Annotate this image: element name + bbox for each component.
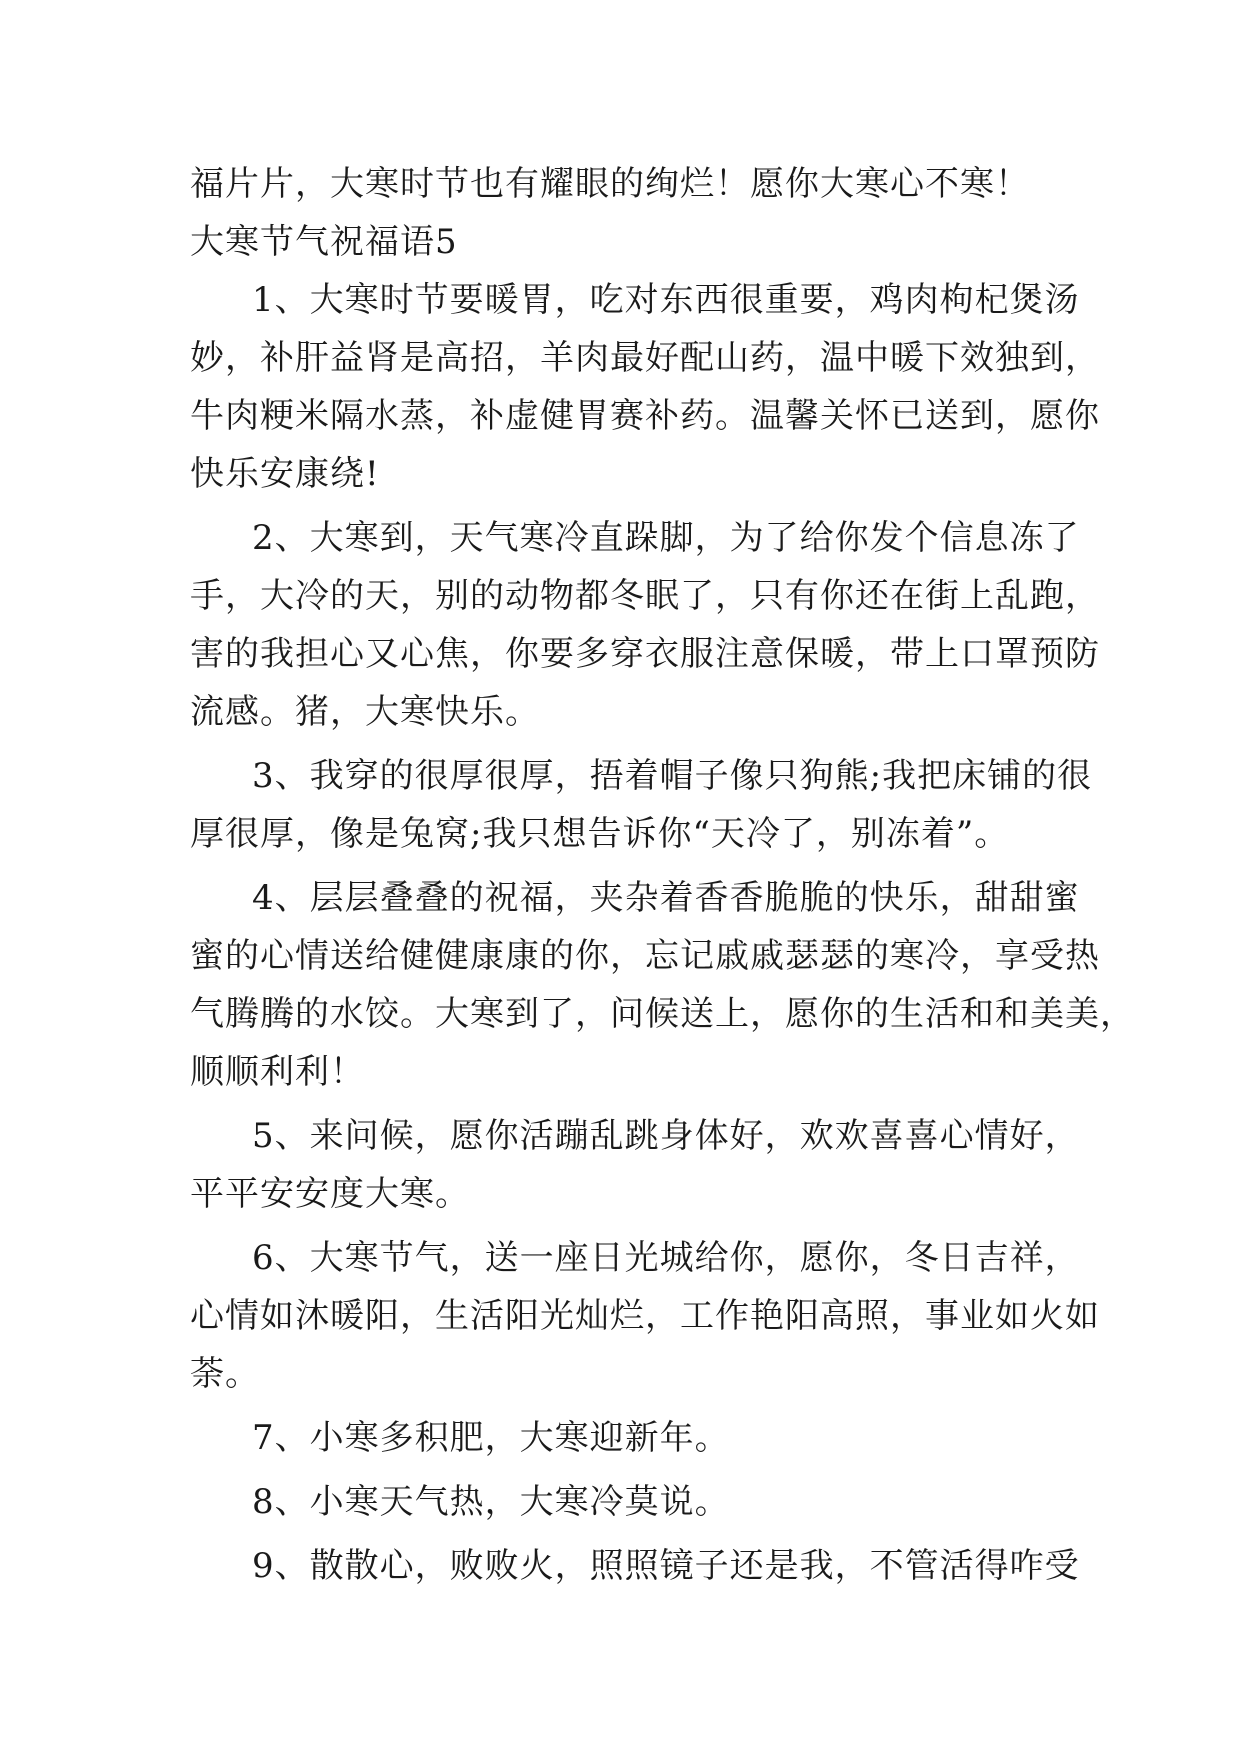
paragraph-line: 心情如沐暖阳，生活阳光灿烂，工作艳阳高照，事业如火如 — [190, 1296, 1100, 1336]
paragraph-line: 3、我穿的很厚很厚，捂着帽子像只狗熊;我把床铺的很 — [252, 756, 1093, 796]
paragraph-line: 9、散散心，败败火，照照镜子还是我，不管活得咋受 — [252, 1546, 1080, 1586]
paragraph-line: 快乐安康绕! — [190, 454, 380, 494]
paragraph-line: 2、大寒到，天气寒冷直跺脚，为了给你发个信息冻了 — [252, 518, 1080, 558]
paragraph-line: 流感。猪，大寒快乐。 — [190, 692, 540, 732]
paragraph-line: 1、大寒时节要暖胃，吃对东西很重要，鸡肉枸杞煲汤 — [252, 280, 1080, 320]
paragraph-line: 平平安安度大寒。 — [190, 1174, 470, 1214]
paragraph-line: 5、来问候，愿你活蹦乱跳身体好，欢欢喜喜心情好， — [252, 1116, 1080, 1156]
section-heading: 大寒节气祝福语5 — [190, 222, 458, 262]
paragraph-line: 4、层层叠叠的祝福，夹杂着香香脆脆的快乐，甜甜蜜 — [252, 878, 1080, 918]
paragraph-line: 牛肉粳米隔水蒸，补虚健胃赛补药。温馨关怀已送到，愿你 — [190, 396, 1100, 436]
paragraph-line: 气腾腾的水饺。大寒到了，问候送上，愿你的生活和和美美， — [190, 994, 1135, 1034]
paragraph-line: 蜜的心情送给健健康康的你，忘记戚戚瑟瑟的寒冷，享受热 — [190, 936, 1100, 976]
paragraph-line: 7、小寒多积肥，大寒迎新年。 — [252, 1418, 730, 1458]
paragraph-line: 害的我担心又心焦，你要多穿衣服注意保暖，带上口罩预防 — [190, 634, 1100, 674]
paragraph-line: 顺顺利利！ — [190, 1052, 365, 1092]
paragraph-line: 荼。 — [190, 1354, 260, 1394]
paragraph-line: 6、大寒节气，送一座日光城给你，愿你，冬日吉祥， — [252, 1238, 1080, 1278]
text-line: 福片片，大寒时节也有耀眼的绚烂！愿你大寒心不寒！ — [190, 164, 1030, 204]
paragraph-line: 妙，补肝益肾是高招，羊肉最好配山药，温中暖下效独到， — [190, 338, 1100, 378]
paragraph-line: 厚很厚，像是兔窝;我只想告诉你“天冷了，别冻着”。 — [190, 814, 1010, 854]
paragraph-line: 8、小寒天气热，大寒冷莫说。 — [252, 1482, 730, 1522]
paragraph-line: 手，大冷的天，别的动物都冬眠了，只有你还在街上乱跑， — [190, 576, 1100, 616]
